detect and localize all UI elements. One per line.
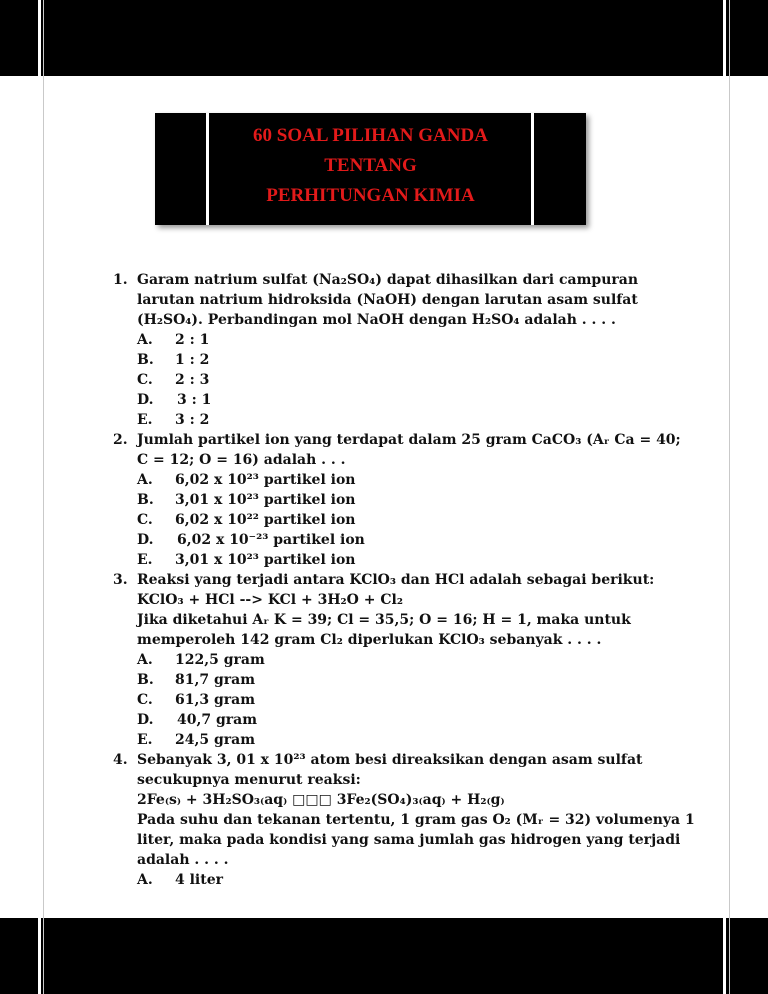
question-number: 1.	[113, 272, 128, 288]
question-number: 4.	[113, 752, 128, 768]
right-border-line	[723, 0, 726, 994]
option-value: 4 liter	[175, 872, 224, 888]
option-value: 6,02 x 10⁻²³ partikel ion	[177, 532, 365, 548]
title-line: TENTANG	[324, 155, 417, 176]
option-label: A.	[137, 872, 153, 888]
option-label: E.	[137, 732, 153, 748]
option-label: D.	[137, 532, 154, 548]
option-value: 1 : 2	[175, 352, 210, 368]
title-line: 60 SOAL PILIHAN GANDA	[253, 125, 488, 146]
option-value: 6,02 x 10²³ partikel ion	[175, 472, 356, 488]
page-title	[155, 121, 586, 211]
option-value: 81,7 gram	[175, 672, 256, 688]
option-label: E.	[137, 412, 153, 428]
question-text: liter, maka pada kondisi yang sama jumlah gas hidrogen yang terjadi	[137, 832, 681, 848]
option-label: B.	[137, 352, 154, 368]
option-label: E.	[137, 552, 153, 568]
option-label: C.	[137, 692, 153, 708]
question-text: C = 12; O = 16) adalah . . .	[137, 452, 346, 468]
option-value: 3,01 x 10²³ partikel ion	[175, 552, 356, 568]
option-value: 3 : 1	[177, 392, 212, 408]
option-value: 24,5 gram	[175, 732, 256, 748]
right-border-line-inner	[729, 0, 730, 994]
option-value: 3,01 x 10²³ partikel ion	[175, 492, 356, 508]
question-text: memperoleh 142 gram Cl₂ diperlukan KClO₃ sebanyak . . . .	[137, 632, 602, 648]
question-text: Jumlah partikel ion yang terdapat dalam 25 gram CaCO₃ (Aᵣ Ca = 40;	[137, 432, 681, 448]
question-text: Reaksi yang terjadi antara KClO₃ dan HCl adalah sebagai berikut:	[137, 572, 655, 588]
question-text: (H₂SO₄). Perbandingan mol NaOH dengan H₂SO₄ adalah . . . .	[137, 312, 616, 328]
question-text: adalah . . . .	[137, 852, 229, 868]
option-value: 2 : 1	[175, 332, 210, 348]
left-border-line	[38, 0, 41, 994]
option-value: 2 : 3	[175, 372, 210, 388]
question-number: 2.	[113, 432, 128, 448]
question-text: Jika diketahui Aᵣ K = 39; Cl = 35,5; O = 16; H = 1, maka untuk	[137, 612, 631, 628]
question-text: Sebanyak 3, 01 x 10²³ atom besi direaksikan dengan asam sulfat	[137, 752, 643, 768]
option-label: A.	[137, 472, 153, 488]
option-label: D.	[137, 712, 154, 728]
question-text: larutan natrium hidroksida (NaOH) dengan larutan asam sulfat	[137, 292, 638, 308]
option-value: 122,5 gram	[175, 652, 265, 668]
title-box	[155, 113, 586, 225]
option-label: B.	[137, 492, 154, 508]
left-border-line-inner	[43, 0, 44, 994]
title-line: PERHITUNGAN KIMIA	[266, 185, 475, 206]
question-text: KClO₃ + HCl --> KCl + 3H₂O + Cl₂	[137, 592, 403, 608]
question-text: Garam natrium sulfat (Na₂SO₄) dapat dihasilkan dari campuran	[137, 272, 639, 288]
option-label: A.	[137, 332, 153, 348]
option-value: 3 : 2	[175, 412, 210, 428]
top-black-band	[0, 0, 768, 76]
option-value: 40,7 gram	[177, 712, 258, 728]
option-label: B.	[137, 672, 154, 688]
option-label: D.	[137, 392, 154, 408]
question-text: Pada suhu dan tekanan tertentu, 1 gram gas O₂ (Mᵣ = 32) volumenya 1	[137, 812, 695, 828]
question-text: secukupnya menurut reaksi:	[137, 772, 361, 788]
option-value: 6,02 x 10²² partikel ion	[175, 512, 356, 528]
bottom-black-band	[0, 918, 768, 994]
option-label: A.	[137, 652, 153, 668]
option-value: 61,3 gram	[175, 692, 256, 708]
option-label: C.	[137, 372, 153, 388]
question-text: 2Fe₍s₎ + 3H₂SO₃₍aq₎ □□□ 3Fe₂(SO₄)₃₍aq₎ + H₂₍g₎	[137, 792, 505, 808]
question-number: 3.	[113, 572, 128, 588]
option-label: C.	[137, 512, 153, 528]
